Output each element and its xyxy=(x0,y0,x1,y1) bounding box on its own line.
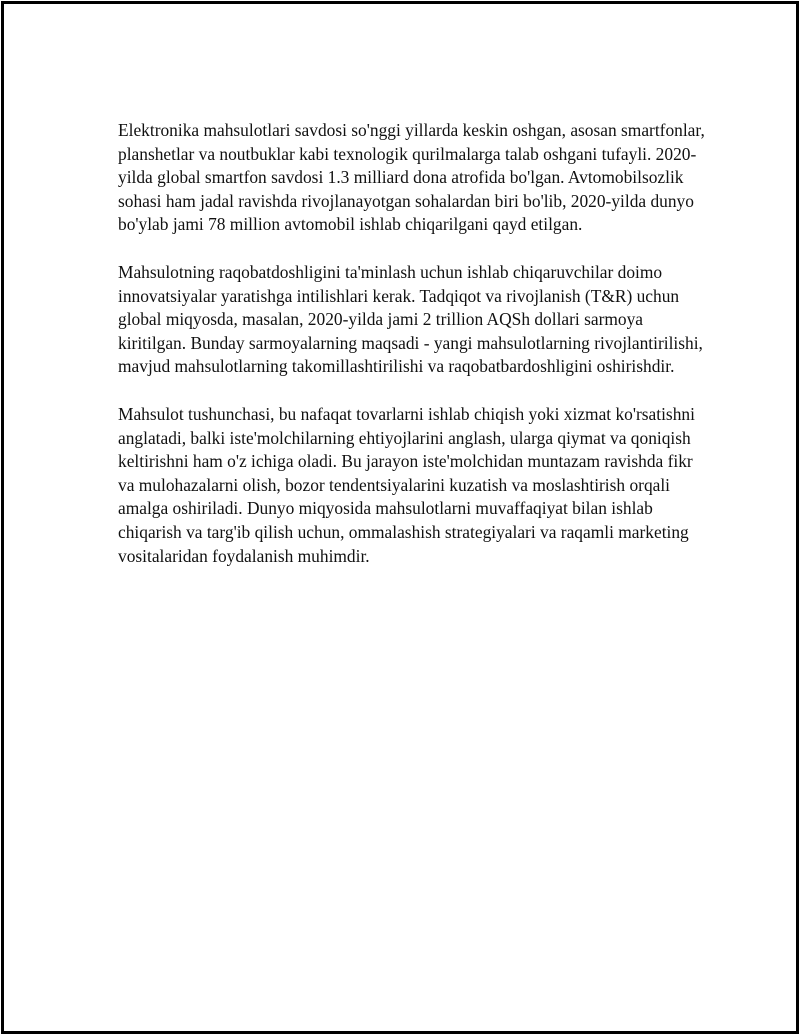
paragraph-electronics-sales: Elektronika mahsulotlari savdosi so'nggi yillarda keskin oshgan, asosan smartfonlar, planshetlar va noutbuklar kabi texnologik qurilmalarga talab oshgani tufayli. 2020-yilda global smartfon savdosi 1.3 milliard dona atrofida bo'lgan. Avtomobilsozlik sohasi ham jadal ravishda rivojlanayotgan sohalardan biri bo'lib, 2020-yilda dunyo bo'ylab jami 78 million avtomobil ishlab chiqarilgani qayd etilgan. xyxy=(118,120,705,235)
paragraph-competitiveness: Mahsulotning raqobatdoshligini ta'minlash uchun ishlab chiqaruvchilar doimo innovatsiyalar yaratishga intilishlari kerak. Tadqiqot va rivojlanish (T&R) uchun global miqyosda, masalan, 2020-yilda jami 2 trillion AQSh dollari sarmoya kiritilgan. Bunday sarmoyalarning maqsadi - yangi mahsulotlarning rivojlantirilishi, mavjud mahsulotlarning takomillashtirilishi va raqobatbardoshligini oshirishdir. xyxy=(118,261,703,377)
document-page xyxy=(1,1,799,1034)
document-body xyxy=(118,119,708,592)
paragraph-product-concept: Mahsulot tushunchasi, bu nafaqat tovarlarni ishlab chiqish yoki xizmat ko'rsatishni anglatadi, balki iste'molchilarning ehtiyojlarini anglash, ularga qiymat va qoniqish keltirishni ham o'z ichiga oladi. Bu jarayon iste'molchidan muntazam ravishda fikr va mulohazalarni olish, bozor tendentsiyalarini kuzatish va moslashtirish orqali amalga oshiriladi. Dunyo miqyosida mahsulotlarni muvaffaqiyat bilan ishlab chiqarish va targ'ib qilish uchun, ommalashish strategiyalari va raqamli marketing vositalaridan foydalanish muhimdir. xyxy=(118,403,695,566)
